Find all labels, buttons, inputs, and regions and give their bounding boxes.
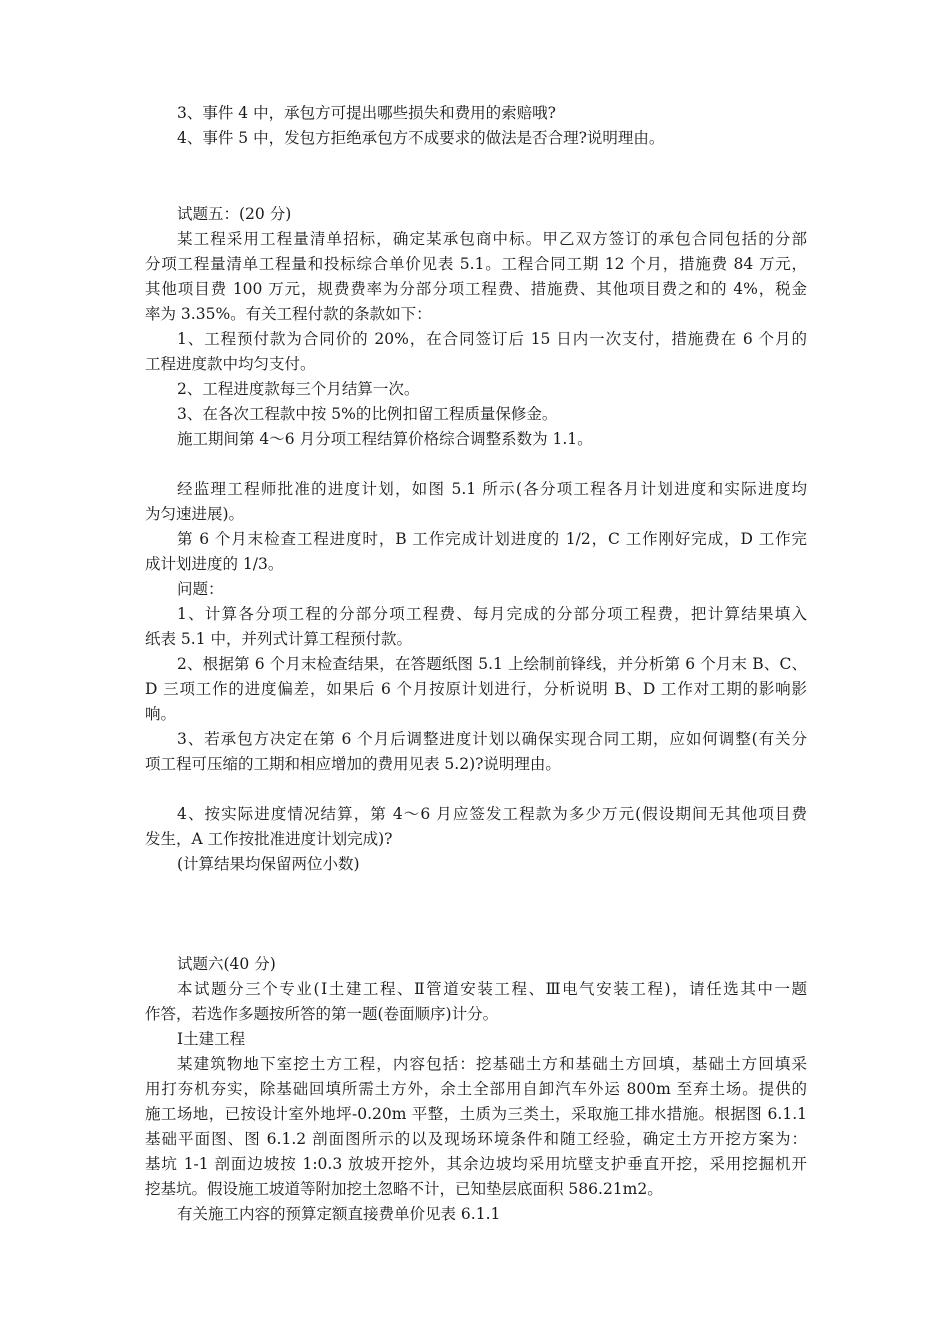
- text-line: 工程进度款中均匀支付。: [145, 355, 316, 373]
- text-line: 项工程可压缩的工期和相应增加的费用见表 5.2)?说明理由。: [145, 755, 561, 773]
- text-line: 1、工程预付款为合同价的 20%，在合同签订后 15 日内一次支付，措施费在 6 个月的: [177, 330, 807, 348]
- text-line: 3、在各次工程款中按 5%的比例扣留工程质量保修金。: [177, 405, 558, 423]
- text-line: D 三项工作的进度偏差，如果后 6 个月按原计划进行，分析说明 B、D 工作对工期的影响影: [145, 680, 807, 698]
- section-heading: 试题五：(20 分): [177, 205, 292, 223]
- section-heading: 试题六(40 分): [177, 955, 276, 973]
- text-line: 用打夯机夯实，除基础回填所需土方外，余土全部用自卸汽车外运 800m 至弃土场。提供的: [145, 1080, 807, 1098]
- text-line: 成计划进度的 1/3。: [145, 555, 284, 573]
- text-line: 1、计算各分项工程的分部分项工程费、每月完成的分部分项工程费，把计算结果填入: [177, 605, 807, 623]
- text-line: 3、若承包方决定在第 6 个月后调整进度计划以确保实现合同工期，应如何调整(有关分: [177, 730, 807, 748]
- text-line: 响。: [145, 705, 177, 723]
- text-line: 施工期间第 4～6 月分项工程结算价格综合调整系数为 1.1。: [177, 430, 593, 448]
- text-line: 作答，若选作多题按所答的第一题(卷面顺序)计分。: [145, 1005, 499, 1023]
- text-line: 2、工程进度款每三个月结算一次。: [177, 380, 420, 398]
- text-line: 纸表 5.1 中，并列式计算工程预付款。: [145, 630, 413, 648]
- text-line: 施工场地，已按设计室外地坪-0.20m 平整，土质为三类土，采取施工排水措施。根据图 6.1.1: [145, 1105, 807, 1123]
- text-line: 有关施工内容的预算定额直接费单价见表 6.1.1: [177, 1205, 501, 1223]
- text-line: 率为 3.35%。有关工程付款的条款如下：: [145, 305, 432, 323]
- text-line: 问题：: [177, 580, 224, 598]
- text-line: 发生，A 工作按批准进度计划完成)?: [145, 830, 393, 848]
- text-line: 分项工程量清单工程量和投标综合单价见表 5.1。工程合同工期 12 个月，措施费 84 万元，: [145, 255, 807, 273]
- text-line: 本试题分三个专业(Ⅰ土建工程、Ⅱ管道安装工程、Ⅲ电气安装工程)，请任选其中一题: [177, 980, 807, 998]
- text-line: 某建筑物地下室挖土方工程，内容包括：挖基础土方和基础土方回填，基础土方回填采: [177, 1055, 807, 1073]
- text-line: 4、事件 5 中，发包方拒绝承包方不成要求的做法是否合理?说明理由。: [177, 129, 665, 147]
- text-line: 第 6 个月末检查工程进度时，B 工作完成计划进度的 1/2，C 工作刚好完成，D 工作完: [177, 530, 807, 548]
- text-line: 2、根据第 6 个月末检查结果，在答题纸图 5.1 上绘制前锋线，并分析第 6 个月末 B、C、: [177, 655, 807, 673]
- text-line: 为匀速进展)。: [145, 505, 245, 523]
- text-line: 3、事件 4 中，承包方可提出哪些损失和费用的索赔哦?: [177, 104, 556, 122]
- text-line: 挖基坑。假设施工坡道等附加挖土忽略不计，已知垫层底面积 586.21m2。: [145, 1180, 663, 1198]
- text-line: 基础平面图、图 6.1.2 剖面图所示的以及现场环境条件和随工经验，确定土方开挖方案为：: [145, 1130, 807, 1148]
- text-line: 经监理工程师批准的进度计划，如图 5.1 所示(各分项工程各月计划进度和实际进度均: [177, 480, 807, 498]
- text-line: (计算结果均保留两位小数): [177, 855, 360, 873]
- text-line: 其他项目费 100 万元，规费费率为分部分项工程费、措施费、其他项目费之和的 4%，税金: [145, 280, 807, 298]
- text-line: 某工程采用工程量清单招标，确定某承包商中标。甲乙双方签订的承包合同包括的分部: [177, 230, 807, 248]
- subsection-heading: Ⅰ土建工程: [177, 1030, 246, 1048]
- text-line: 4、按实际进度情况结算，第 4～6 月应签发工程款为多少万元(假设期间无其他项目费: [177, 805, 807, 823]
- text-line: 基坑 1-1 剖面边坡按 1:0.3 放坡开挖外，其余边坡均采用坑壁支护垂直开挖，采用挖掘机开: [145, 1155, 807, 1173]
